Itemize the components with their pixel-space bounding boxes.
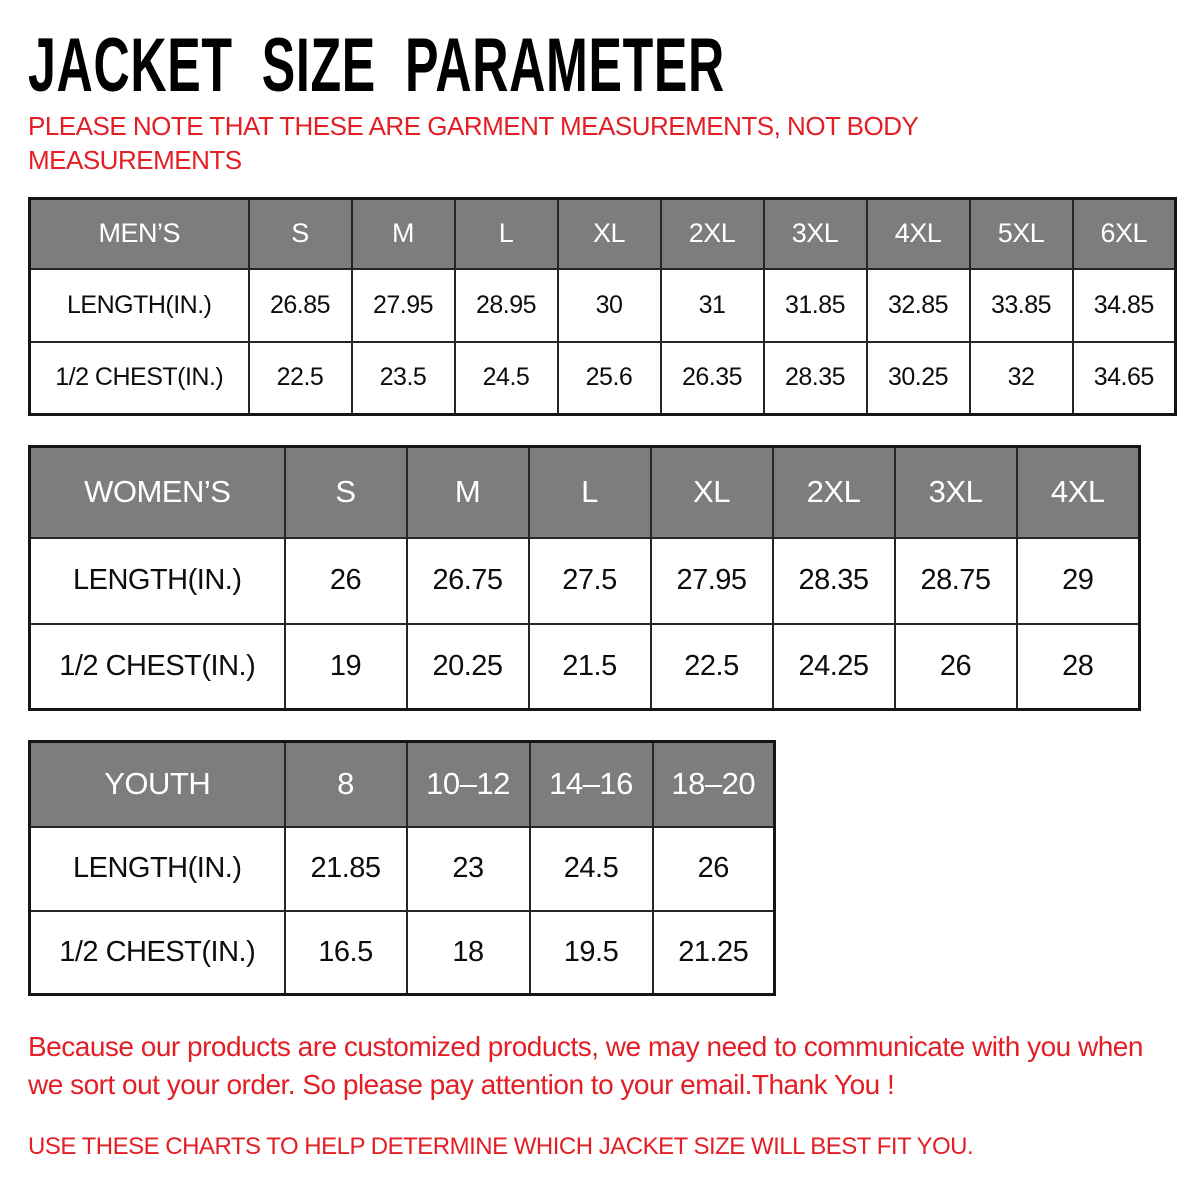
mens-size-col-l: L bbox=[455, 199, 558, 269]
measurement-cell: 31 bbox=[661, 269, 764, 342]
mens-size-col-2xl: 2XL bbox=[661, 199, 764, 269]
measurement-cell: 26.35 bbox=[661, 342, 764, 415]
measurement-cell: 19 bbox=[285, 624, 407, 710]
measurement-cell: 25.6 bbox=[558, 342, 661, 415]
mens-size-col-5xl: 5XL bbox=[970, 199, 1073, 269]
womens-length-row bbox=[30, 538, 1140, 624]
womens-chest-row bbox=[30, 624, 1140, 710]
mens-size-col-m: M bbox=[352, 199, 455, 269]
row-label: 1/2 CHEST(IN.) bbox=[30, 624, 285, 710]
row-label: 1/2 CHEST(IN.) bbox=[30, 342, 249, 415]
womens-size-col-l: L bbox=[529, 447, 651, 538]
measurement-cell: 34.65 bbox=[1073, 342, 1176, 415]
measurement-cell: 28.35 bbox=[764, 342, 867, 415]
measurement-cell: 30.25 bbox=[867, 342, 970, 415]
measurement-cell: 23 bbox=[407, 827, 530, 911]
customization-notice: Because our products are customized products, we may need to communicate with you when we sort out your order. So please pay attention to your email.Thank You ! bbox=[28, 1031, 1143, 1101]
measurement-cell: 21.5 bbox=[529, 624, 651, 710]
measurement-cell: 33.85 bbox=[970, 269, 1073, 342]
womens-size-col-4xl: 4XL bbox=[1017, 447, 1140, 538]
measurement-cell: 28.35 bbox=[773, 538, 895, 624]
measurement-cell: 27.95 bbox=[352, 269, 455, 342]
youth-size-table bbox=[28, 740, 776, 996]
mens-header-row bbox=[30, 199, 1176, 269]
measurement-cell: 16.5 bbox=[285, 911, 407, 995]
measurement-cell: 24.5 bbox=[530, 827, 653, 911]
row-label: LENGTH(IN.) bbox=[30, 827, 285, 911]
measurement-cell: 29 bbox=[1017, 538, 1140, 624]
measurement-cell: 24.5 bbox=[455, 342, 558, 415]
garment-measurement-note: PLEASE NOTE THAT THESE ARE GARMENT MEASUREMENTS, NOT BODY MEASUREMENTS bbox=[28, 111, 918, 175]
measurement-cell: 26 bbox=[285, 538, 407, 624]
measurement-cell: 27.95 bbox=[651, 538, 773, 624]
measurement-cell: 28.95 bbox=[455, 269, 558, 342]
measurement-cell: 27.5 bbox=[529, 538, 651, 624]
measurement-cell: 20.25 bbox=[407, 624, 529, 710]
measurement-cell: 21.85 bbox=[285, 827, 407, 911]
page-title: JACKET SIZE PARAMETER bbox=[28, 23, 725, 108]
measurement-cell: 32 bbox=[970, 342, 1073, 415]
row-label: LENGTH(IN.) bbox=[30, 538, 285, 624]
mens-chest-row bbox=[30, 342, 1176, 415]
youth-table-title: YOUTH bbox=[30, 742, 285, 827]
youth-size-col-10-12: 10–12 bbox=[407, 742, 530, 827]
youth-size-col-18-20: 18–20 bbox=[653, 742, 775, 827]
mens-size-col-s: S bbox=[249, 199, 352, 269]
measurement-cell: 34.85 bbox=[1073, 269, 1176, 342]
youth-header-row bbox=[30, 742, 775, 827]
mens-length-row bbox=[30, 269, 1176, 342]
measurement-cell: 32.85 bbox=[867, 269, 970, 342]
womens-size-col-m: M bbox=[407, 447, 529, 538]
mens-size-col-xl: XL bbox=[558, 199, 661, 269]
womens-size-col-2xl: 2XL bbox=[773, 447, 895, 538]
measurement-cell: 21.25 bbox=[653, 911, 775, 995]
womens-table-title: WOMEN’S bbox=[30, 447, 285, 538]
measurement-cell: 26 bbox=[895, 624, 1017, 710]
row-label: 1/2 CHEST(IN.) bbox=[30, 911, 285, 995]
measurement-cell: 18 bbox=[407, 911, 530, 995]
youth-size-col-14-16: 14–16 bbox=[530, 742, 653, 827]
womens-header-row bbox=[30, 447, 1140, 538]
measurement-cell: 26.75 bbox=[407, 538, 529, 624]
measurement-cell: 23.5 bbox=[352, 342, 455, 415]
mens-size-table bbox=[28, 197, 1177, 416]
mens-size-col-4xl: 4XL bbox=[867, 199, 970, 269]
measurement-cell: 22.5 bbox=[651, 624, 773, 710]
measurement-cell: 28 bbox=[1017, 624, 1140, 710]
measurement-cell: 28.75 bbox=[895, 538, 1017, 624]
measurement-cell: 31.85 bbox=[764, 269, 867, 342]
fit-advice-line: USE THESE CHARTS TO HELP DETERMINE WHICH JACKET SIZE WILL BEST FIT YOU. bbox=[28, 1133, 974, 1160]
youth-size-col-8: 8 bbox=[285, 742, 407, 827]
measurement-cell: 24.25 bbox=[773, 624, 895, 710]
measurement-cell: 19.5 bbox=[530, 911, 653, 995]
measurement-cell: 22.5 bbox=[249, 342, 352, 415]
measurement-cell: 30 bbox=[558, 269, 661, 342]
mens-size-col-6xl: 6XL bbox=[1073, 199, 1176, 269]
mens-table-title: MEN’S bbox=[30, 199, 249, 269]
womens-size-col-3xl: 3XL bbox=[895, 447, 1017, 538]
measurement-cell: 26.85 bbox=[249, 269, 352, 342]
row-label: LENGTH(IN.) bbox=[30, 269, 249, 342]
youth-chest-row bbox=[30, 911, 775, 995]
womens-size-table bbox=[28, 445, 1141, 711]
mens-size-col-3xl: 3XL bbox=[764, 199, 867, 269]
measurement-cell: 26 bbox=[653, 827, 775, 911]
womens-size-col-xl: XL bbox=[651, 447, 773, 538]
youth-length-row bbox=[30, 827, 775, 911]
womens-size-col-s: S bbox=[285, 447, 407, 538]
